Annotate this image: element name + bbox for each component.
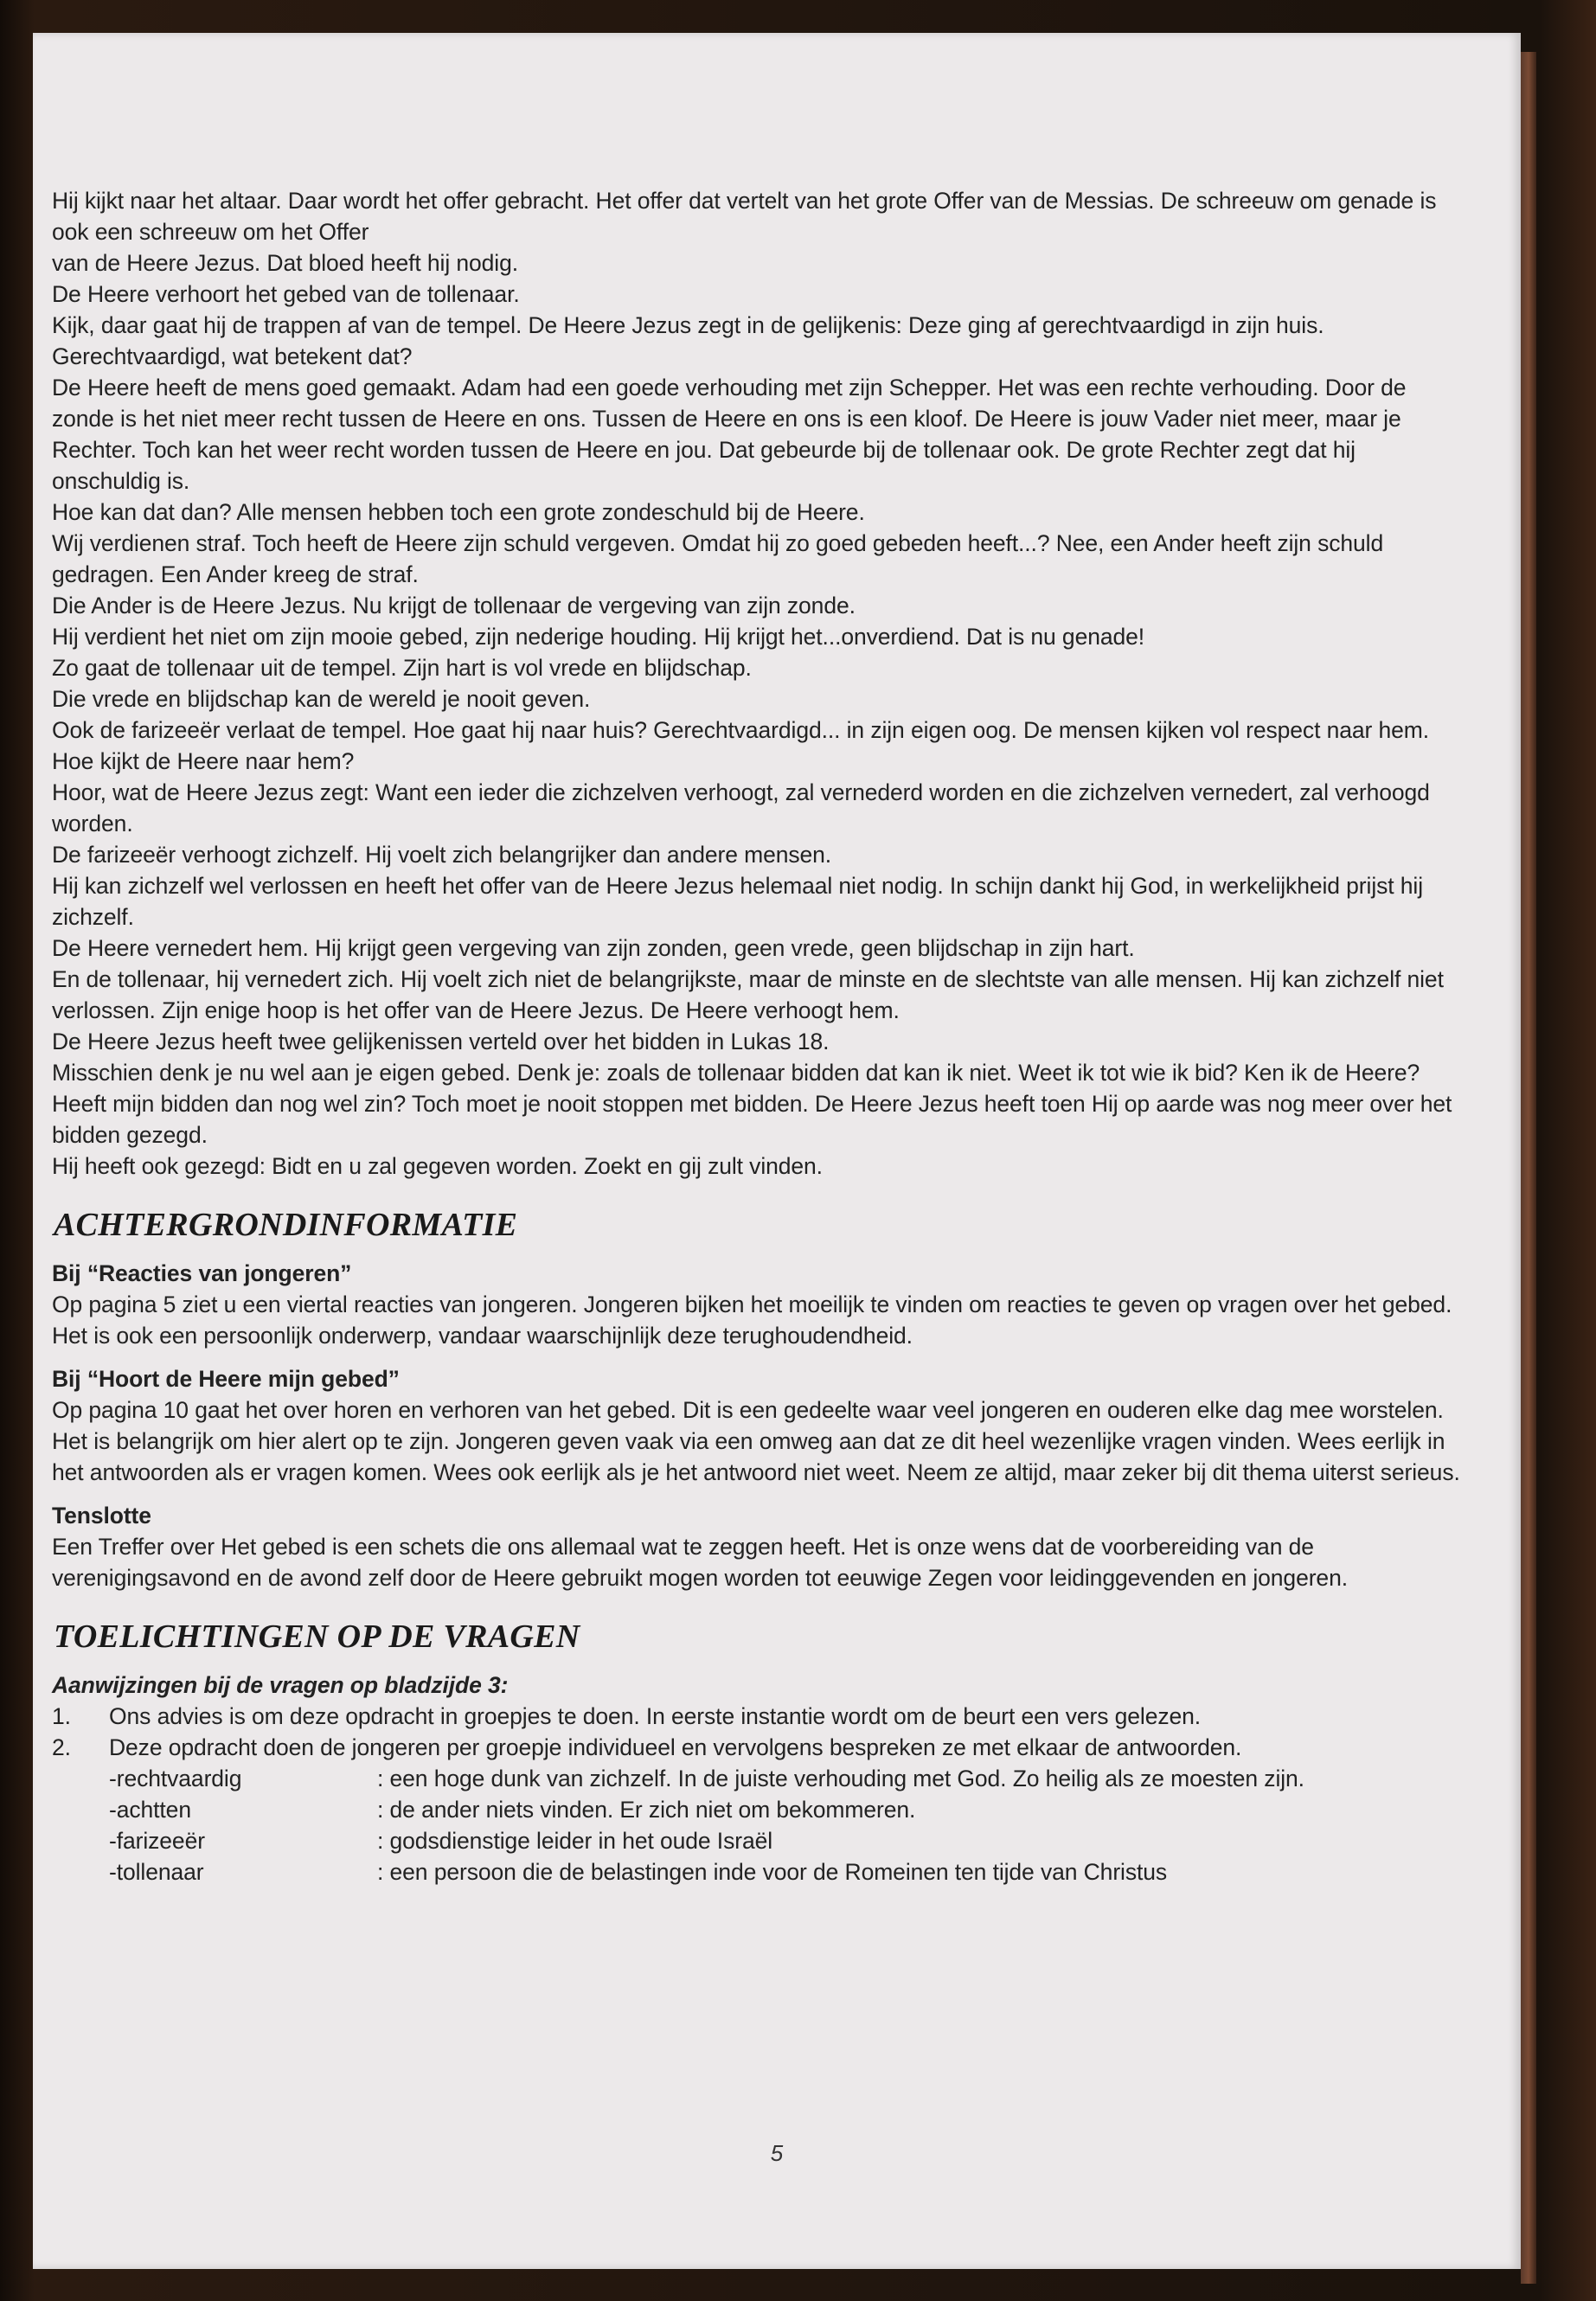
item-number: 1. <box>52 1703 71 1729</box>
page-number: 5 <box>770 2140 784 2166</box>
section-title-background-info: ACHTERGRONDINFORMATIE <box>54 1207 518 1243</box>
definition-row <box>109 1856 1462 1888</box>
list-item <box>52 1701 1462 1732</box>
definition-term: -rechtvaardig <box>109 1766 242 1791</box>
paragraph: Hoor, wat de Heere Jezus zegt: Want een ieder die zichzelven verhoogt, zal vernederd worden en die zichzelven vernedert, zal verhoogd worden. <box>52 779 1430 836</box>
definition-term: -tollenaar <box>109 1859 204 1885</box>
definition-text: : een persoon die de belastingen inde voor de Romeinen ten tijde van Christus <box>377 1859 1168 1885</box>
instructions-list <box>52 1701 1462 1763</box>
page-content <box>52 185 1462 1888</box>
paragraph: Hij heeft ook gezegd: Bidt en u zal gegeven worden. Zoekt en gij zult vinden. <box>52 1153 823 1179</box>
paragraph: De Heere heeft de mens goed gemaakt. Adam had een goede verhouding met zijn Schepper. Het was een rechte verhouding. Door de zonde is het niet meer recht tussen de Heere en ons. Tussen de Heere en ons is een kloof. De Heere is jouw Vader niet meer, maar je Rechter. Toch kan het weer recht worden tussen de Heere en jou. Dat gebeurde bij de tollenaar ook. De grote Rechter zegt dat hij onschuldig is. <box>52 375 1407 494</box>
definition-text: : de ander niets vinden. Er zich niet om bekommeren. <box>377 1797 916 1823</box>
paragraph: Ook de farizeeër verlaat de tempel. Hoe gaat hij naar huis? Gerechtvaardigd... in zijn eigen oog. De mensen kijken vol respect naar hem. Hoe kijkt de Heere naar hem? <box>52 717 1430 774</box>
info-block <box>52 1500 1462 1593</box>
definition-row <box>109 1794 1462 1825</box>
document-page <box>33 33 1521 2269</box>
narrative-text <box>52 185 1462 1182</box>
paragraph: De farizeeër verhoogt zichzelf. Hij voelt zich belangrijker dan andere mensen. <box>52 842 832 868</box>
item-text: Deze opdracht doen de jongeren per groepje individueel en vervolgens bespreken ze met elkaar de antwoorden. <box>109 1734 1242 1760</box>
block-text: Op pagina 5 ziet u een viertal reacties van jongeren. Jongeren bijken het moeilijk te vinden om reacties te geven op vragen over het gebed. Het is ook een persoonlijk onderwerp, vandaar waarschijnlijk deze terughoudendheid. <box>52 1292 1452 1349</box>
book-edge <box>1521 52 1536 2284</box>
section-title-question-notes: TOELICHTINGEN OP DE VRAGEN <box>54 1618 580 1655</box>
block-heading: Bij “Reacties van jongeren” <box>52 1260 352 1286</box>
paragraph: van de Heere Jezus. Dat bloed heeft hij nodig. <box>52 250 518 276</box>
paragraph: En de tollenaar, hij vernedert zich. Hij voelt zich niet de belangrijkste, maar de minste en de slechtste van alle mensen. Hij kan zichzelf niet verlossen. Zijn enige hoop is het offer van de Heere Jezus. De Heere verhoogt hem. <box>52 966 1444 1023</box>
paragraph: Hij kijkt naar het altaar. Daar wordt het offer gebracht. Het offer dat vertelt van het grote Offer van de Messias. De schreeuw om genade is ook een schreeuw om het Offer <box>52 188 1437 245</box>
definition-text: : godsdienstige leider in het oude Israël <box>377 1828 773 1854</box>
definition-row <box>109 1825 1462 1856</box>
info-block <box>52 1363 1462 1488</box>
paragraph: Zo gaat de tollenaar uit de tempel. Zijn hart is vol vrede en blijdschap. <box>52 655 752 681</box>
paragraph: Hoe kan dat dan? Alle mensen hebben toch een grote zondeschuld bij de Heere. <box>52 499 865 525</box>
definition-term: -achtten <box>109 1797 191 1823</box>
definition-row <box>109 1763 1462 1794</box>
paragraph: Wij verdienen straf. Toch heeft de Heere zijn schuld vergeven. Omdat hij zo goed gebeden heeft...? Nee, een Ander heeft zijn schuld gedragen. Een Ander kreeg de straf. <box>52 530 1384 587</box>
instructions-heading: Aanwijzingen bij de vragen op bladzijde 3: <box>52 1672 509 1698</box>
block-text: Een Treffer over Het gebed is een schets die ons allemaal wat te zeggen heeft. Het is onze wens dat de voorbereiding van de verenigingsavond en de avond zelf door de Heere gebruikt mogen worden tot eeuwige Zegen voor leidinggevenden en jongeren. <box>52 1534 1348 1591</box>
definitions-list <box>109 1763 1462 1888</box>
paragraph: De Heere Jezus heeft twee gelijkenissen verteld over het bidden in Lukas 18. <box>52 1029 830 1054</box>
block-heading: Tenslotte <box>52 1503 151 1529</box>
block-text: Op pagina 10 gaat het over horen en verhoren van het gebed. Dit is een gedeelte waar veel jongeren en ouderen elke dag mee worstelen. Het is belangrijk om hier alert op te zijn. Jongeren geven vaak via een omweg aan dat ze dit heel wezenlijke vragen vinden. Wees eerlijk in het antwoorden als er vragen komen. Wees ook eerlijk als je het antwoord niet weet. Neem ze altijd, maar zeker bij dit thema uiterst serieus. <box>52 1397 1460 1485</box>
info-block <box>52 1258 1462 1351</box>
paragraph: Kijk, daar gaat hij de trappen af van de tempel. De Heere Jezus zegt in de gelijkenis: Deze ging af gerechtvaardigd in zijn huis. Gerechtvaardigd, wat betekent dat? <box>52 312 1324 369</box>
item-text: Ons advies is om deze opdracht in groepjes te doen. In eerste instantie wordt om de beurt een vers gelezen. <box>109 1703 1202 1729</box>
paragraph: Die vrede en blijdschap kan de wereld je nooit geven. <box>52 686 591 712</box>
paragraph: Die Ander is de Heere Jezus. Nu krijgt de tollenaar de vergeving van zijn zonde. <box>52 593 856 619</box>
definition-term: -farizeeër <box>109 1828 205 1854</box>
list-item <box>52 1732 1462 1763</box>
block-heading: Bij “Hoort de Heere mijn gebed” <box>52 1366 400 1392</box>
paragraph: Hij kan zichzelf wel verlossen en heeft het offer van de Heere Jezus helemaal niet nodig. In schijn dankt hij God, in werkelijkheid prijst hij zichzelf. <box>52 873 1423 930</box>
paragraph: De Heere verhoort het gebed van de tollenaar. <box>52 281 520 307</box>
paragraph: Hij verdient het niet om zijn mooie gebed, zijn nederige houding. Hij krijgt het...onverdiend. Dat is nu genade! <box>52 624 1145 650</box>
item-number: 2. <box>52 1734 71 1760</box>
definition-text: : een hoge dunk van zichzelf. In de juiste verhouding met God. Zo heilig als ze moesten zijn. <box>377 1766 1304 1791</box>
paragraph: De Heere vernedert hem. Hij krijgt geen vergeving van zijn zonden, geen vrede, geen blijdschap in zijn hart. <box>52 935 1135 961</box>
paragraph: Misschien denk je nu wel aan je eigen gebed. Denk je: zoals de tollenaar bidden dat kan ik niet. Weet ik tot wie ik bid? Ken ik de Heere? Heeft mijn bidden dan nog wel zin? Toch moet je nooit stoppen met bidden. De Heere Jezus heeft toen Hij op aarde was nog meer over het bidden gezegd. <box>52 1060 1452 1148</box>
